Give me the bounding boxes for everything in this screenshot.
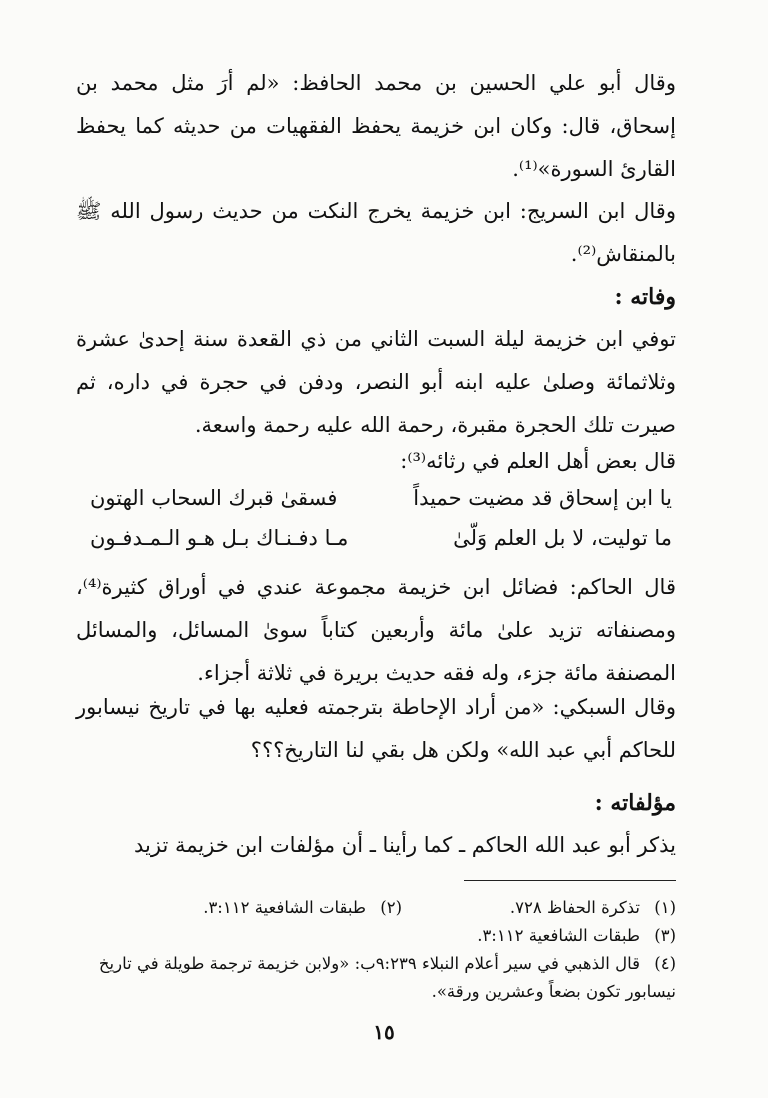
- verse-1-first-hemistich: يا ابن إسحاق قد مضيت حميداً: [413, 486, 672, 510]
- footnote-divider: [464, 880, 676, 881]
- paragraph-works: يذكر أبو عبد الله الحاكم ـ كما رأينا ـ أن مؤلفات ابن خزيمة تزيد: [134, 833, 676, 857]
- footnote-2-number: (٢): [380, 898, 402, 917]
- verse-1-second-hemistich: فسقىٰ قبرك السحاب الهتون: [90, 486, 338, 510]
- paragraph-hakim: قال الحاكم: فضائل ابن خزيمة مجموعة عندي في أوراق كثيرة⁽⁴⁾، ومصنفاته تزيد علىٰ مائة وأربعين كتاباً سوىٰ المسائل، والمسائل المصنفة مائة جزء، وله فقه حديث بريرة في ثلاثة أجزاء.: [76, 575, 676, 685]
- footnote-3: [477, 922, 676, 950]
- paragraph-abu-ali: وقال أبو علي الحسين بن محمد الحافظ: «لم أرَ مثل محمد بن إسحاق، قال: وكان ابن خزيمة يحفظ الفقهيات من حديثه كما يحفظ القارئ السورة»⁽¹⁾.: [76, 71, 676, 181]
- verse-2-first-hemistich: ما توليت، لا بل العلم وَلّىٰ: [453, 526, 672, 550]
- footnote-2-text: طبقات الشافعية ٣:١١٢.: [203, 898, 366, 917]
- footnote-2: [203, 894, 402, 922]
- page-number: ١٥: [373, 1020, 395, 1044]
- footnote-4-number: (٤): [654, 954, 676, 973]
- paragraph-ibn-surayj: وقال ابن السريج: ابن خزيمة يخرج النكت من حديث رسول الله ﷺ بالمنقاش⁽²⁾.: [76, 199, 676, 266]
- footnote-1: [510, 894, 676, 922]
- verse-line-1: [90, 486, 672, 520]
- verse-line-2: [90, 526, 672, 560]
- footnote-4: [76, 950, 676, 1006]
- heading-death: وفاته :: [614, 284, 676, 310]
- paragraph-subki: وقال السبكي: «من أراد الإحاطة بترجمته فعليه بها في تاريخ نيسابور للحاكم أبي عبد الله» ولكن هل بقي لنا التاريخ؟؟؟: [76, 695, 676, 762]
- paragraph-elegy-intro: قال بعض أهل العلم في رثائه⁽³⁾:: [400, 449, 676, 473]
- paragraph-death: توفي ابن خزيمة ليلة السبت الثاني من ذي القعدة سنة إحدىٰ عشرة وثلاثمائة وصلىٰ عليه ابنه أبو النصر، ودفن في حجرة في داره، ثم صيرت تلك الحجرة مقبرة، رحمة الله عليه رحمة واسعة.: [76, 327, 676, 437]
- footnote-4-text: قال الذهبي في سير أعلام النبلاء ٩:٢٣٩ب: «ولابن خزيمة ترجمة طويلة في تاريخ نيسابور تكون بضعاً وعشرين ورقة».: [98, 954, 676, 1001]
- verse-2-second-hemistich: مـا دفـنـاك بـل هـو الـمـدفـون: [90, 526, 349, 550]
- footnote-1-text: تذكرة الحفاظ ٧٢٨.: [509, 898, 640, 917]
- heading-works: مؤلفاته :: [594, 790, 676, 816]
- footnote-3-text: طبقات الشافعية ٣:١١٢.: [477, 926, 640, 945]
- footnote-1-number: (١): [654, 898, 676, 917]
- footnote-3-number: (٣): [654, 926, 676, 945]
